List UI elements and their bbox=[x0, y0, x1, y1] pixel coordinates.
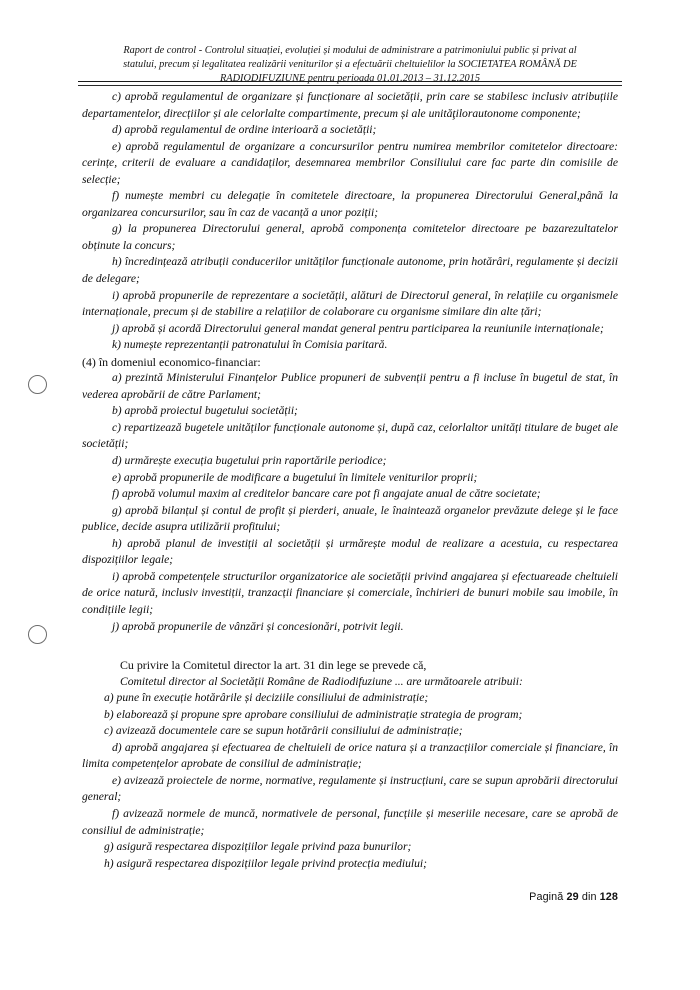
footer-page-number: 29 bbox=[566, 891, 579, 903]
hole-punch-icon bbox=[28, 375, 47, 394]
list-item: e) aprobă propunerile de modificare a bugetului în limitele veniturilor proprii; bbox=[112, 470, 478, 484]
header-line-3: RADIODIFUZIUNE pentru perioada 01.01.2013 – 31.12.2015 bbox=[220, 73, 480, 85]
list-item: h) încredințează atribuții conducerilor unităților funcționale autonome, prin hotărâri, regulamente și decizii de delegare; bbox=[82, 255, 618, 286]
list-item: i) aprobă competențele structurilor organizatorice ale societății privind angajarea și efectuareade cheltuieli de orice natură, inclusiv investiții, tranzacții financiare și comerciale, închirieri de bunuri mobile sau imobile, în condițiile legii; bbox=[82, 569, 618, 616]
footer-total-pages: 128 bbox=[599, 891, 618, 903]
header-line-2: statului, precum și legalitatea realizării veniturilor și a efectuării cheltuielilor la SOCIETATEA ROMÂNĂ DE bbox=[123, 59, 577, 71]
list-item: c) repartizează bugetele unităților funcționale autonome și, după caz, celorlaltor unități titulare de buget ale societății; bbox=[82, 420, 618, 451]
list-item: b) elaborează și propune spre aprobare consiliului de administrație strategia de program; bbox=[104, 707, 523, 721]
list-item: d) aprobă angajarea și efectuarea de cheltuieli de orice natura și a tranzacțiilor comerciale și financiare, în limita competențelor aprobate de consiliul de administrație; bbox=[82, 740, 618, 771]
list-item: d) aprobă regulamentul de ordine interioară a societății; bbox=[112, 123, 377, 137]
list-item: j) aprobă propunerile de vânzări și concesionări, potrivit legii. bbox=[112, 619, 404, 633]
header-line-1: Raport de control - Controlul situației, evoluției și modului de administrare a patrimoniului public și privat al bbox=[123, 45, 577, 56]
list-item: c) avizează documentele care se supun hotărârii consiliului de administrație; bbox=[104, 724, 463, 738]
list-item: i) aprobă propunerile de reprezentare a societății, alături de Directorul general, în relațiile cu organismele internaționale, precum și de stabilire a relațiilor de colaborare cu organisme similare din alte țări; bbox=[82, 288, 618, 319]
document-body bbox=[82, 89, 618, 872]
footer-label-page: Pagină bbox=[529, 891, 564, 903]
list-item: e) aprobă regulamentul de organizare a concursurilor pentru numirea membrilor comitetelor directoare: cerințe, criterii de evaluare a candidaților, desemnarea membrilor Consiliului care fac parte din comisiile de selecție; bbox=[82, 139, 618, 186]
list-item: g) la propunerea Directorului general, aprobă componența comitetelor directoare pe bazarezultatelor obținute la concurs; bbox=[82, 222, 618, 252]
list-item: h) asigură respectarea dispozițiilor legale privind protecția mediului; bbox=[104, 856, 427, 870]
list-item: g) asigură respectarea dispozițiilor legale privind paza bunurilor; bbox=[104, 840, 412, 854]
list-item: c) aprobă regulamentul de organizare și funcționare al societății, prin care se stabilesc inclusiv atribuțiile departamentelor, direcțiilor și ale celorlalte compartimente, precum și ale unităţilorautonome componente; bbox=[82, 90, 618, 120]
hole-punch-icon bbox=[28, 625, 47, 644]
list-item: f) avizează normele de muncă, normativele de personal, funcțiile și meseriile necesare, care se aprobă de consiliul de administrație; bbox=[82, 806, 618, 837]
footer-label-of: din bbox=[581, 891, 597, 903]
list-item: b) aprobă proiectul bugetului societății; bbox=[112, 404, 298, 418]
list-item: k) numește reprezentanții patronatului în Comisia paritară. bbox=[112, 338, 388, 352]
list-item: a) prezintă Ministerului Finanțelor Publice propuneri de subvenții pentru a fi incluse în bugetul de stat, în vederea aprobării de către Parlament; bbox=[82, 371, 618, 401]
header-divider bbox=[78, 81, 622, 82]
list-item: f) numește membri cu delegație în comitetele directoare, la propunerea Directorului General,până la organizarea concursurilor, sau în caz de vacanță a unor poziții; bbox=[82, 189, 618, 219]
header-divider-secondary bbox=[78, 85, 622, 86]
list-item: a) pune în execuție hotărârile și deciziile consiliului de administrație; bbox=[104, 691, 429, 705]
list-item: j) aprobă și acordă Directorului general mandat general pentru participarea la reuniunile internaționale; bbox=[112, 321, 604, 335]
page-footer bbox=[529, 891, 618, 903]
list-item: f) aprobă volumul maxim al creditelor bancare care pot fi angajate anual de către societate; bbox=[112, 487, 541, 501]
section-heading: (4) în domeniul economico-financiar: bbox=[82, 354, 261, 369]
list-item: h) aprobă planul de investiții al societății și urmărește modul de realizare a acestuia, cu respectarea dispozițiilor legale; bbox=[82, 536, 618, 567]
transition-note: Cu privire la Comitetul director la art. 31 din lege se prevede că, bbox=[120, 658, 427, 673]
list-item: d) urmărește execuția bugetului prin raportările periodice; bbox=[112, 454, 387, 468]
list-item: e) avizează proiectele de norme, normative, regulamente și instrucțiuni, care se supun aprobării directorului general; bbox=[82, 773, 618, 804]
list-item: g) aprobă bilanțul și contul de profit și pierderi, anuale, le înaintează organelor prevăzute delege și le face publice, decide asupra utilizării profitului; bbox=[82, 503, 618, 534]
committee-intro: Comitetul director al Societății Române de Radiodifuziune ... are următoarele atribuii: bbox=[120, 674, 523, 688]
paragraph-spacer bbox=[82, 635, 618, 657]
